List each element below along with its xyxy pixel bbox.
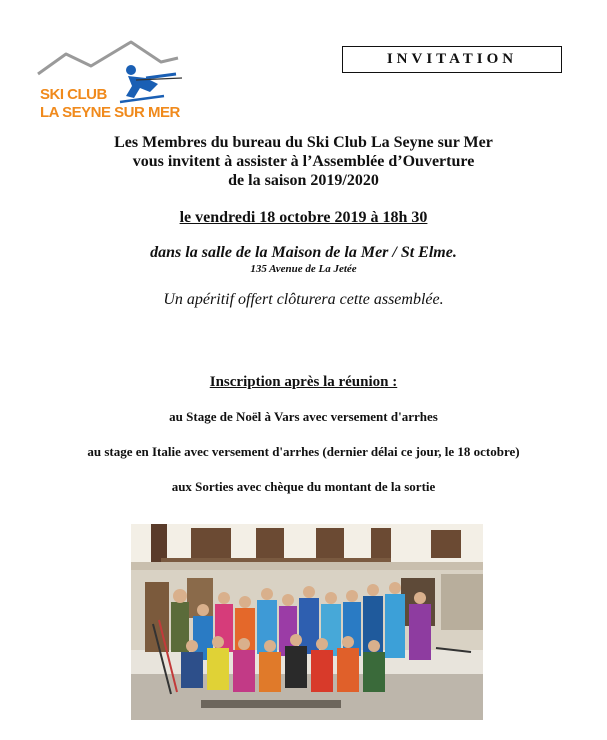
ski-group-photo-image <box>131 524 483 720</box>
meeting-date: le vendredi 18 octobre 2019 à 18h 30 <box>179 209 428 226</box>
invitation-title: INVITATION <box>386 51 518 67</box>
aperitif-note: Un apéritif offert clôturera cette assemblée. <box>163 291 444 308</box>
intro-line-2: vous invitent à assister à l’Assemblée d’Ouverture <box>132 153 475 170</box>
invitation-title-box <box>342 46 562 73</box>
logo-text-line2: LA SEYNE SUR MER <box>40 104 180 121</box>
venue-address: 135 Avenue de La Jetée <box>250 263 357 275</box>
registration-heading: Inscription après la réunion : <box>209 374 398 390</box>
venue-name: dans la salle de la Maison de la Mer / St Elme. <box>150 244 457 261</box>
club-logo <box>36 40 196 124</box>
registration-item: au Stage de Noël à Vars avec versement d'arrhes <box>169 409 438 424</box>
group-photo <box>131 524 483 720</box>
registration-item: aux Sorties avec chèque du montant de la sortie <box>171 479 436 494</box>
registration-item: au stage en Italie avec versement d'arrhes (dernier délai ce jour, le 18 octobre) <box>87 444 520 459</box>
intro-line-1: Les Membres du bureau du Ski Club La Seyne sur Mer <box>114 134 493 151</box>
intro-line-3: de la saison 2019/2020 <box>228 172 379 189</box>
logo-text-line1: SKI CLUB <box>40 86 107 103</box>
